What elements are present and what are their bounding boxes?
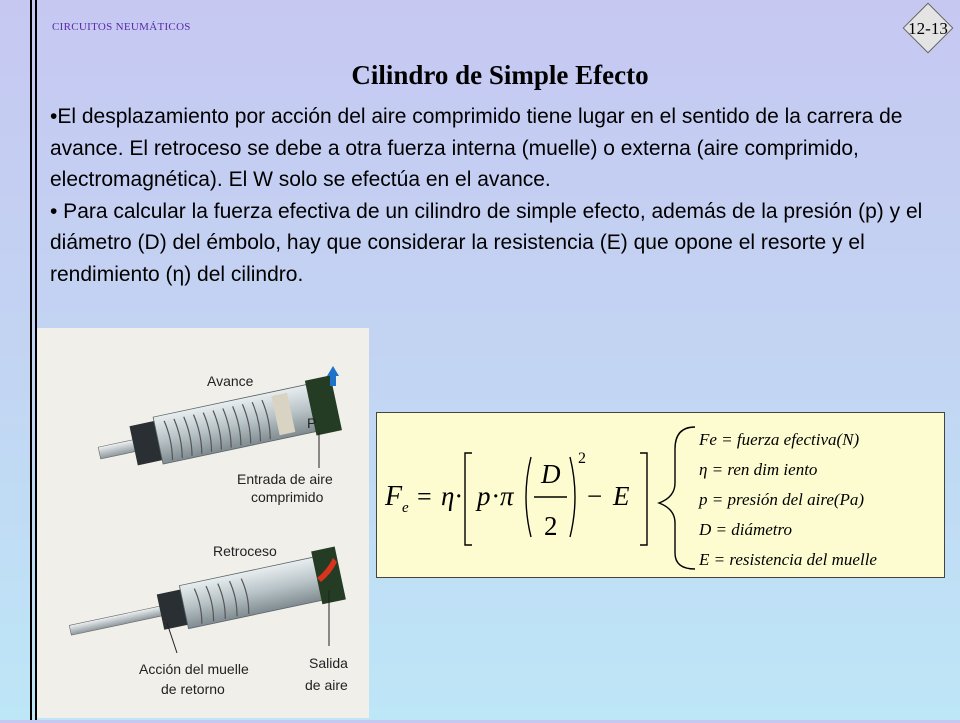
formula-dot-1: · [455, 481, 462, 511]
formula-minus: − [587, 481, 603, 511]
formula-sub-e: e [402, 500, 409, 516]
return-cylinder [65, 546, 346, 656]
formula-F: F [385, 481, 403, 512]
formula-E: E [613, 481, 630, 511]
page-number: 12-13 [908, 19, 948, 38]
formula-box [376, 412, 945, 578]
inlet-label-2: comprimido [251, 489, 324, 505]
def-force: Fe = fuerza efectiva(N) [699, 430, 860, 449]
cylinder-illustration [37, 328, 369, 718]
paragraph-2: • Para calcular la fuerza efectiva de un cilindro de simple efecto, además de la presión (p) y el diámetro (D) del émbolo, hay que considerar la resistencia (E) que opone el resorte y el rendimiento (η) del cilindro. [50, 199, 923, 286]
slide-title: Cilindro de Simple Efecto [351, 60, 649, 90]
def-pressure: p = presión del aire(Pa) [699, 490, 865, 509]
formula-exponent: 2 [578, 450, 586, 467]
def-spring: E = resistencia del muelle [699, 550, 877, 569]
return-label: Retroceso [213, 543, 277, 559]
formula-p: p [477, 481, 491, 511]
def-efficiency: η = ren dim iento [699, 460, 818, 479]
formula-dot-2: · [492, 481, 499, 511]
advance-label: Avance [207, 373, 254, 389]
section-header: CIRCUITOS NEUMÁTICOS [52, 21, 191, 33]
formula-eta: η [441, 481, 455, 511]
p-label: P [307, 415, 317, 431]
paragraph-1: •El desplazamiento por acción del aire comprimido tiene lugar en el sentido de la carrera de avance. El retroceso se debe a otra fuerza interna (muelle) o externa (aire comprimido, electromagnética). El W solo se efectúa en el avance. [50, 105, 903, 191]
formula-pi: π [500, 481, 514, 511]
spring-label-1: Acción del muelle [139, 661, 249, 677]
outlet-label-2: de aire [305, 677, 348, 693]
inlet-label-1: Entrada de aire [237, 471, 333, 487]
outlet-label-1: Salida [309, 655, 348, 671]
advance-cylinder [94, 375, 342, 480]
body-text [50, 101, 940, 290]
formula-D: D [541, 459, 561, 489]
formula-equals: = [417, 482, 432, 511]
formula-two: 2 [544, 511, 558, 541]
left-rule-1 [30, 0, 32, 720]
page-number-badge [904, 4, 952, 52]
def-diameter: D = diámetro [699, 520, 793, 539]
spring-label-2: de retorno [161, 681, 225, 697]
